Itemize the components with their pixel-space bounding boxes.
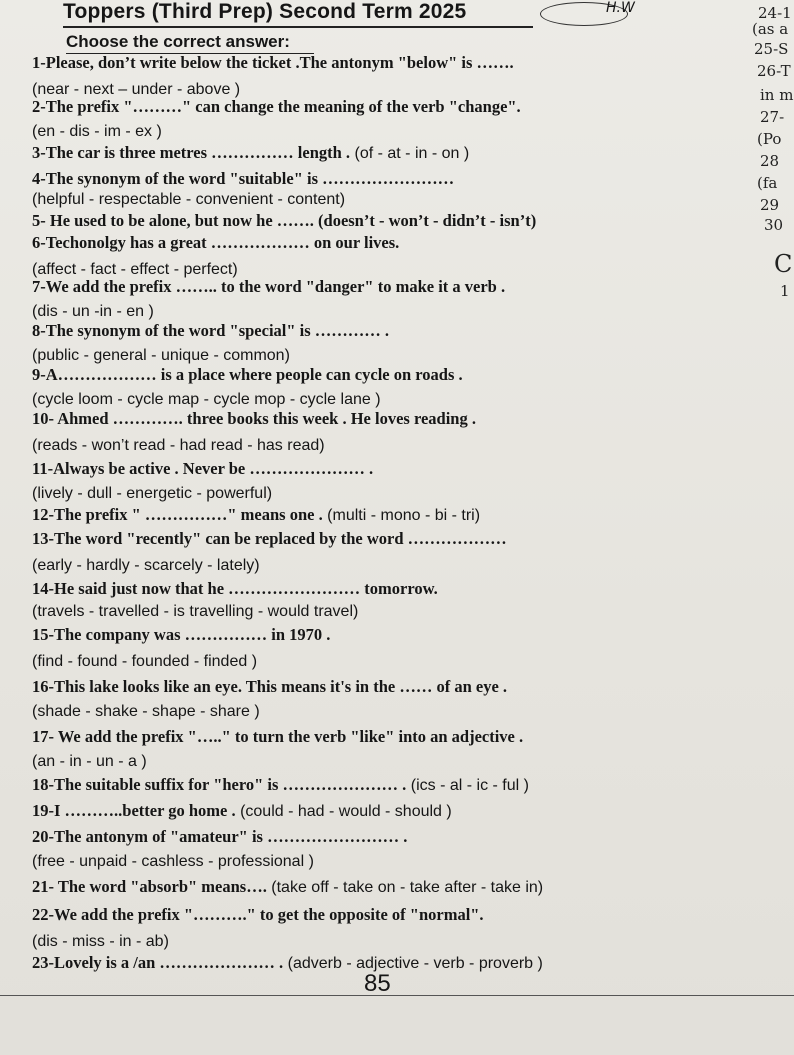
edge-fragment: 29 bbox=[760, 196, 780, 214]
answer-options: (travels - travelled - is travelling - would travel) bbox=[32, 603, 359, 620]
options-line bbox=[32, 301, 154, 322]
question-line bbox=[32, 953, 543, 974]
edge-fragment: 24-1 bbox=[758, 4, 792, 22]
question-text: 4-The synonym of the word "suitable" is …………………… bbox=[32, 169, 455, 188]
question-text: 9-A……………… is a place where people can cycle on roads . bbox=[32, 365, 463, 384]
page-number: 85 bbox=[364, 970, 391, 997]
question-text: 3-The car is three metres …………… length . bbox=[32, 143, 351, 162]
answer-options: (of - at - in - on ) bbox=[350, 145, 470, 162]
question-line bbox=[32, 529, 507, 549]
question-text: 15-The company was …………… in 1970 . bbox=[32, 625, 331, 644]
edge-fragment: 27- bbox=[760, 108, 785, 126]
options-line bbox=[32, 345, 290, 366]
answer-options: (could - had - would - should ) bbox=[235, 803, 452, 820]
answer-options: (an - in - un - a ) bbox=[32, 753, 147, 770]
question-line bbox=[32, 169, 454, 189]
question-text: 6-Techonolgy has a great ……………… on our lives. bbox=[32, 233, 400, 252]
title-underline bbox=[63, 26, 533, 28]
question-text: 22-We add the prefix "………." to get the opposite of "normal". bbox=[32, 905, 484, 924]
edge-fragment: 25-S bbox=[754, 40, 789, 58]
edge-fragment: 30 bbox=[764, 216, 784, 234]
answer-options: (multi - mono - bi - tri) bbox=[322, 507, 481, 524]
footer-rule bbox=[0, 995, 794, 996]
answer-options: (ics - al - ic - ful ) bbox=[406, 777, 529, 794]
edge-fragment: 26-T bbox=[757, 62, 791, 80]
question-line bbox=[32, 365, 463, 385]
answer-options: (take off - take on - take after - take in) bbox=[266, 879, 544, 896]
question-text: 10- Ahmed …………. three books this week . He loves reading . bbox=[32, 409, 476, 428]
question-line bbox=[32, 801, 452, 822]
question-line bbox=[32, 409, 476, 429]
question-text: 5- He used to be alone, but now he ……. (doesn’t - won’t - didn’t - isn’t) bbox=[32, 211, 537, 230]
options-line bbox=[32, 121, 162, 142]
options-line bbox=[32, 601, 358, 622]
question-text: 12-The prefix " ……………" means one . bbox=[32, 505, 323, 524]
options-line bbox=[32, 555, 260, 576]
question-line bbox=[32, 321, 389, 341]
answer-options: (lively - dull - energetic - powerful) bbox=[32, 485, 273, 502]
answer-options: (early - hardly - scarcely - lately) bbox=[32, 557, 260, 574]
question-text: 1-Please, don’t write below the ticket .The antonym "below" is ……. bbox=[32, 53, 514, 72]
answer-options: (en - dis - im - ex ) bbox=[32, 123, 162, 140]
edge-fragment: 28 bbox=[760, 152, 780, 170]
answer-options: (helpful - respectable - convenient - content) bbox=[32, 191, 346, 208]
question-line bbox=[32, 905, 484, 925]
edge-fragment: (Po bbox=[757, 130, 782, 148]
question-text: 18-The suitable suffix for "hero" is ………………… . bbox=[32, 775, 407, 794]
edge-fragment: (fa bbox=[757, 174, 778, 192]
question-text: 19-I ………..better go home . bbox=[32, 801, 236, 820]
answer-options: (dis - un -in - en ) bbox=[32, 303, 154, 320]
question-text: 21- The word "absorb" means…. bbox=[32, 877, 267, 896]
question-text: 7-We add the prefix …….. to the word "danger" to make it a verb . bbox=[32, 277, 506, 296]
options-line bbox=[32, 389, 381, 410]
options-line bbox=[32, 751, 147, 772]
options-line bbox=[32, 701, 260, 722]
question-text: 16-This lake looks like an eye. This means it's in the …… of an eye . bbox=[32, 677, 508, 696]
page-title: Toppers (Third Prep) Second Term 2025 bbox=[63, 0, 467, 23]
answer-options: (free - unpaid - cashless - professional ) bbox=[32, 853, 314, 870]
options-line bbox=[32, 435, 325, 456]
question-line bbox=[32, 827, 407, 847]
question-line bbox=[32, 877, 543, 898]
answer-options: (affect - fact - effect - perfect) bbox=[32, 261, 238, 278]
answer-options: (shade - shake - shape - share ) bbox=[32, 703, 260, 720]
question-text: 2-The prefix "………" can change the meaning of the verb "change". bbox=[32, 97, 521, 116]
question-text: 23-Lovely is a /an ………………… . bbox=[32, 953, 284, 972]
question-line bbox=[32, 625, 330, 645]
edge-fragment: in m bbox=[760, 86, 794, 104]
options-line bbox=[32, 483, 272, 504]
question-line bbox=[32, 143, 469, 164]
answer-options: (reads - won’t read - had read - has read) bbox=[32, 437, 325, 454]
question-line bbox=[32, 459, 373, 479]
edge-fragment: 1 bbox=[780, 282, 790, 300]
hw-mark: H.W bbox=[606, 0, 635, 16]
answer-options: (near - next – under - above ) bbox=[32, 81, 241, 98]
question-text: 14-He said just now that he …………………… tomorrow. bbox=[32, 579, 438, 598]
edge-fragment: (as a bbox=[752, 20, 789, 38]
question-line bbox=[32, 505, 480, 526]
question-line bbox=[32, 727, 523, 747]
question-line bbox=[32, 53, 514, 73]
answer-options: (adverb - adjective - verb - proverb ) bbox=[283, 955, 543, 972]
options-line bbox=[32, 189, 345, 210]
question-text: 20-The antonym of "amateur" is …………………… . bbox=[32, 827, 408, 846]
edge-fragment: C bbox=[774, 250, 793, 278]
answer-options: (find - found - founded - finded ) bbox=[32, 653, 258, 670]
question-text: 13-The word "recently" can be replaced by the word ……………… bbox=[32, 529, 507, 548]
answer-options: (public - general - unique - common) bbox=[32, 347, 290, 364]
question-line bbox=[32, 211, 536, 231]
options-line bbox=[32, 851, 314, 872]
question-line bbox=[32, 97, 521, 117]
answer-options: (dis - miss - in - ab) bbox=[32, 933, 169, 950]
question-text: 11-Always be active . Never be ………………… . bbox=[32, 459, 374, 478]
question-line bbox=[32, 677, 507, 697]
answer-options: (cycle loom - cycle map - cycle mop - cycle lane ) bbox=[32, 391, 381, 408]
question-text: 8-The synonym of the word "special" is ………… . bbox=[32, 321, 390, 340]
question-line bbox=[32, 277, 505, 297]
question-line bbox=[32, 233, 399, 253]
instructions-heading: Choose the correct answer: bbox=[66, 32, 290, 51]
question-text: 17- We add the prefix "….." to turn the verb "like" into an adjective . bbox=[32, 727, 524, 746]
question-line bbox=[32, 775, 529, 796]
question-line bbox=[32, 579, 438, 599]
options-line bbox=[32, 651, 257, 672]
options-line bbox=[32, 931, 169, 952]
